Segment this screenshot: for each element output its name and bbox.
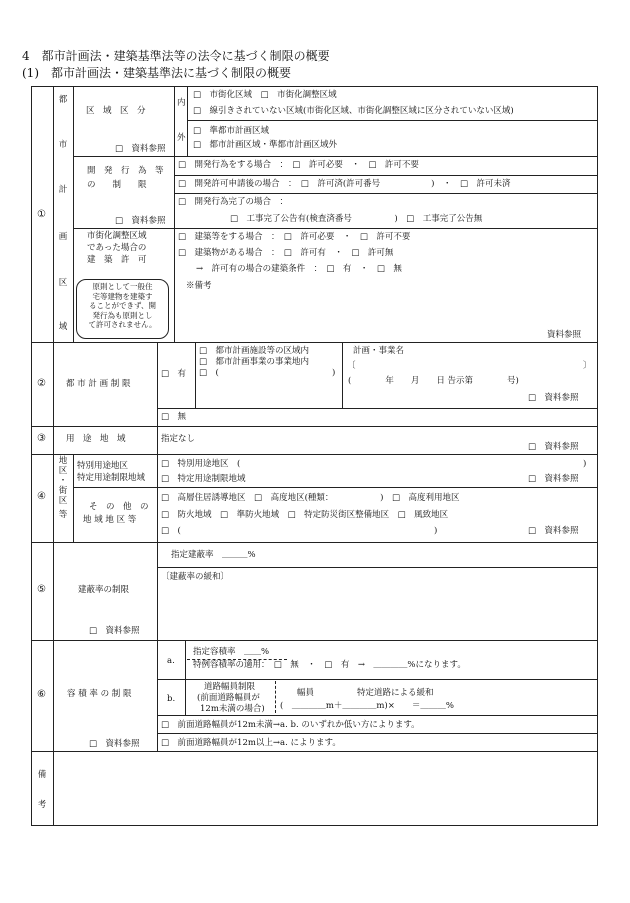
row-number-2: ② bbox=[37, 378, 46, 389]
building-permit-option[interactable]: □ 建築等をする場合 ： □ 許可必要 ・ □ 許可不要 bbox=[178, 232, 411, 242]
building-condition-option[interactable]: → 許可有の場合の建築条件 ： □ 有 ・ □ 無 bbox=[196, 264, 402, 274]
use-zone-value: 指定なし bbox=[161, 434, 196, 444]
other-option[interactable]: □ ( bbox=[199, 368, 219, 378]
special-use-district-label: 特別用途地区 bbox=[77, 461, 129, 471]
project-area-option[interactable]: □ 都市計画事業の事業地内 bbox=[199, 357, 310, 367]
reference-checkbox[interactable]: □ 資料参照 bbox=[115, 144, 166, 154]
development-complete-option[interactable]: □ 開発行為完了の場合 ： bbox=[178, 197, 289, 207]
reference-checkbox[interactable]: □ 資料参照 bbox=[528, 474, 579, 484]
district-label: 等 bbox=[58, 510, 68, 520]
outside-area-option[interactable]: □ 都市計画区域・準都市計画区域外 bbox=[193, 140, 338, 150]
facility-area-option[interactable]: □ 都市計画施設等の区域内 bbox=[199, 346, 310, 356]
urbanization-area-option[interactable]: □ 市街化区域 □ 市街化調整区域 bbox=[193, 90, 337, 100]
subsection-heading: (1) 都市計画法・建築基準法に基づく制限の概要 bbox=[22, 66, 291, 80]
city-planning-area-label: 市 bbox=[58, 140, 68, 150]
reference-checkbox[interactable]: □ 資料参照 bbox=[89, 739, 140, 749]
remarks-label: 考 bbox=[37, 800, 47, 810]
city-planning-area-label: 計 bbox=[58, 185, 68, 195]
special-far-option[interactable]: 特例容積率の適用： □ 無 ・ □ 有 → ＿＿＿＿%になります。 bbox=[193, 660, 466, 670]
city-planning-area-label: 域 bbox=[58, 322, 68, 332]
area-classification-label: 区 域 区 分 bbox=[86, 106, 146, 116]
other-district-close: ) bbox=[434, 526, 438, 536]
designated-far-field[interactable]: 指定容積率 ＿＿% bbox=[193, 647, 270, 657]
reference-checkbox[interactable]: □ 資料参照 bbox=[528, 393, 579, 403]
building-exists-option[interactable]: □ 建築物がある場合 ： □ 許可有 ・ □ 許可無 bbox=[178, 248, 394, 258]
coverage-relaxation-label: 〔建蔽率の緩和〕 bbox=[161, 572, 230, 582]
coverage-ratio-field[interactable]: 指定建蔽率 ＿＿＿% bbox=[171, 550, 256, 560]
completion-notice-option[interactable]: □ 工事完了公告有(検査済番号 ) □ 工事完了公告無 bbox=[230, 214, 483, 224]
reference-checkbox[interactable]: □ 資料参照 bbox=[528, 526, 579, 536]
reference-checkbox[interactable]: □ 資料参照 bbox=[115, 216, 166, 226]
note-oval: 原則として一般住 宅等建物を建築す ることができず、開 発行為も原則とし て許可されません。 bbox=[76, 279, 169, 339]
over-12m-option[interactable]: □ 前面道路幅員が12m以上→a. によります。 bbox=[161, 738, 341, 748]
floor-area-ratio-label: 容 積 率 の 制 限 bbox=[67, 689, 132, 699]
special-use-district-option[interactable]: □ 特別用途地区 ( bbox=[161, 459, 241, 469]
city-plan-restriction-label: 都 市 計 画 制 限 bbox=[66, 379, 131, 389]
width-label: 幅員 bbox=[297, 688, 315, 698]
other-districts-label: そ の 他 の bbox=[89, 502, 149, 512]
special-use-district-close: ) bbox=[583, 459, 587, 469]
item-b-label: b. bbox=[167, 694, 176, 704]
remarks-label: 備 bbox=[37, 770, 47, 780]
development-application-option[interactable]: □ 開発許可申請後の場合 ： □ 許可済(許可番号 ) ・ □ 許可未済 bbox=[178, 179, 511, 189]
district-label: 地 bbox=[58, 456, 68, 466]
building-permit-label: 建 築 許 可 bbox=[87, 255, 147, 265]
development-restriction-label: の 制 限 bbox=[87, 180, 147, 190]
other-districts-label: 地 域 地 区 等 bbox=[83, 515, 137, 525]
row-number-3: ③ bbox=[37, 433, 46, 444]
inside-label: 内 bbox=[177, 98, 186, 108]
building-permit-label: 市街化調整区域 bbox=[87, 231, 147, 241]
specified-road-label: 特定道路による緩和 bbox=[357, 688, 434, 698]
reference-checkbox[interactable]: □ 資料参照 bbox=[528, 442, 579, 452]
notice-date-field[interactable]: ( 年 月 日 告示第 号) bbox=[348, 376, 519, 386]
item-a-label: a. bbox=[167, 656, 175, 666]
city-planning-area-label: 画 bbox=[58, 232, 68, 242]
city-planning-area-label: 都 bbox=[58, 95, 68, 105]
fire-district-options[interactable]: □ 防火地域 □ 準防火地域 □ 特定防災街区整備地区 □ 風致地区 bbox=[161, 510, 449, 520]
other-district-option[interactable]: □ ( bbox=[161, 526, 181, 536]
no-option[interactable]: □ 無 bbox=[161, 412, 187, 422]
reference-text: 資料参照 bbox=[547, 330, 582, 340]
under-12m-option[interactable]: □ 前面道路幅員が12m未満→a. b. のいずれか低い方によります。 bbox=[161, 720, 420, 730]
plan-name-label: 計画・事業名 bbox=[353, 346, 405, 356]
coverage-ratio-label: 建蔽率の制限 bbox=[78, 585, 130, 595]
building-permit-label: であった場合の bbox=[87, 243, 147, 253]
row-number-6: ⑥ bbox=[37, 689, 46, 700]
section-heading: 4 都市計画法・建築基準法等の法令に基づく制限の概要 bbox=[22, 49, 330, 63]
city-planning-area-label: 区 bbox=[58, 278, 68, 288]
height-district-options[interactable]: □ 高層住居誘導地区 □ 高度地区(種類： ) □ 高度利用地区 bbox=[161, 493, 460, 503]
other-option-close: ) bbox=[332, 368, 336, 378]
development-permit-option[interactable]: □ 開発行為をする場合 ： □ 許可必要 ・ □ 許可不要 bbox=[178, 160, 419, 170]
road-width-formula-field[interactable]: ( ＿＿＿＿m＋＿＿＿＿m)× ＝＿＿＿% bbox=[280, 701, 454, 711]
remarks-note: ※備考 bbox=[186, 281, 212, 291]
row-number-5: ⑤ bbox=[37, 584, 46, 595]
row-number-4: ④ bbox=[37, 491, 46, 502]
district-label: ・ bbox=[58, 476, 68, 486]
plan-name-bracket: 〔 bbox=[347, 361, 356, 371]
road-width-restriction-label: (前面道路幅員が bbox=[197, 693, 260, 703]
district-label: 街 bbox=[58, 486, 68, 496]
unzoned-area-option[interactable]: □ 線引きされていない区域(市街化区域、市街化調整区域に区分されていない区域) bbox=[193, 106, 514, 116]
district-label: 区 bbox=[58, 496, 68, 506]
outside-label: 外 bbox=[177, 133, 186, 143]
special-use-district-label: 特定用途制限地域 bbox=[77, 473, 146, 483]
row-number-1: ① bbox=[37, 209, 46, 220]
reference-checkbox[interactable]: □ 資料参照 bbox=[89, 626, 140, 636]
quasi-city-planning-option[interactable]: □ 準都市計画区域 bbox=[193, 126, 270, 136]
road-width-restriction-label: 12m未満の場合) bbox=[200, 704, 265, 714]
road-width-restriction-label: 道路幅員制限 bbox=[204, 682, 256, 692]
plan-name-bracket: 〕 bbox=[583, 361, 592, 371]
specified-use-restriction-option[interactable]: □ 特定用途制限地域 bbox=[161, 474, 246, 484]
yes-option[interactable]: □ 有 bbox=[161, 369, 187, 379]
use-zone-label: 用 途 地 域 bbox=[66, 434, 126, 444]
development-restriction-label: 開 発 行 為 等 bbox=[87, 166, 164, 176]
district-label: 区 bbox=[58, 466, 68, 476]
